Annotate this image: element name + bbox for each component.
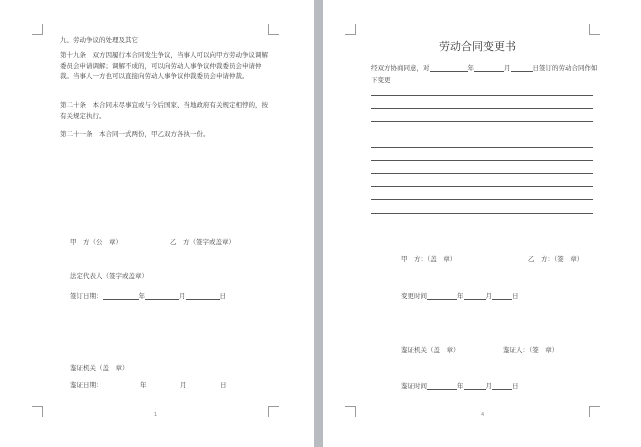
change-time-label: 变更时间 (401, 292, 427, 300)
legal-representative: 法定代表人（签字或盖章） (70, 272, 148, 280)
year-label: 年 (457, 292, 464, 300)
month-label: 月 (485, 382, 492, 390)
crop-mark (268, 24, 279, 35)
change-line (371, 121, 593, 122)
change-line (371, 173, 593, 174)
crop-mark (589, 406, 600, 417)
month-blank (474, 64, 504, 72)
day-blank (511, 64, 533, 72)
year-blank (430, 64, 468, 72)
day-blank (492, 382, 512, 390)
page-number: 1 (154, 412, 158, 418)
contract-change-page (323, 0, 641, 447)
intro-prefix: 经双方协商同意，对 (371, 64, 430, 72)
year-blank (103, 292, 139, 300)
crop-mark (268, 406, 279, 417)
intro-line-2: 下变更 (371, 76, 391, 84)
verifier-signature: 鉴证人：（签 章） (503, 346, 559, 354)
crop-mark (589, 24, 600, 35)
crop-mark (345, 24, 356, 35)
month-label: 月 (179, 292, 186, 300)
article-19: 第十九条 双方因履行本合同发生争议，当事人可以向甲方劳动争议调解委员会申请调解；调解不成的，可以向劳动人事争议仲裁委员会申请仲裁。当事人一方也可以直接向劳动人事争议仲裁委员会申请仲裁。 (60, 51, 268, 80)
change-line (371, 213, 593, 214)
verify-month-label: 月 (180, 381, 187, 389)
section-heading: 九、劳动争议的处理及其它 (60, 36, 138, 44)
page-title: 劳动合同变更书 (439, 40, 516, 53)
day-label: 日 (219, 292, 226, 300)
sign-date-row (70, 292, 226, 300)
change-line (371, 199, 593, 200)
year-label: 年 (457, 382, 464, 390)
change-time-row (401, 292, 519, 300)
year-label: 年 (138, 292, 145, 300)
day-blank (492, 292, 512, 300)
change-line (371, 147, 593, 148)
party-a-seal: 甲 方（公 章） (70, 238, 122, 246)
day-blank (186, 292, 220, 300)
intro-suffix: 日签订的劳动合同作如 (532, 64, 598, 72)
page-gap (314, 0, 323, 447)
month-blank (145, 292, 179, 300)
year-blank (427, 382, 457, 390)
page-number: 4 (481, 412, 485, 418)
day-label: 日 (512, 382, 519, 390)
change-line (371, 186, 593, 187)
year-label: 年 (467, 64, 474, 72)
verify-day-label: 日 (220, 381, 227, 389)
day-label: 日 (512, 292, 519, 300)
month-blank (464, 292, 486, 300)
article-20: 第二十条 本合同未尽事宜或与今后国家、当地政府有关规定相悖的，按有关规定执行。 (60, 101, 268, 120)
party-b-signature: 乙 方：（签 章） (528, 255, 584, 263)
article-21: 第二十一条 本合同一式两份，甲乙双方各执一份。 (60, 130, 210, 138)
sign-date-label: 签订日期： (70, 292, 103, 300)
verify-organization: 鉴证机关（盖 章） (401, 346, 460, 354)
verify-date-label: 鉴证日期： (70, 381, 103, 389)
month-label: 月 (485, 292, 492, 300)
change-line (371, 160, 593, 161)
verify-time-label: 鉴证时间 (401, 382, 427, 390)
verify-organization: 鉴证机关（盖 章） (70, 364, 129, 372)
contract-page-left (0, 0, 314, 447)
change-line (371, 95, 593, 96)
verify-time-row (401, 382, 519, 390)
month-label: 月 (504, 64, 511, 72)
party-b-signature: 乙 方（签字或盖章） (170, 238, 235, 246)
crop-mark (32, 406, 43, 417)
verify-year-label: 年 (140, 381, 147, 389)
party-a-seal: 甲 方：（盖 章） (401, 255, 457, 263)
month-blank (464, 382, 486, 390)
crop-mark (345, 406, 356, 417)
year-blank (427, 292, 457, 300)
intro-line-1 (371, 64, 598, 72)
change-line (371, 108, 593, 109)
crop-mark (32, 24, 43, 35)
